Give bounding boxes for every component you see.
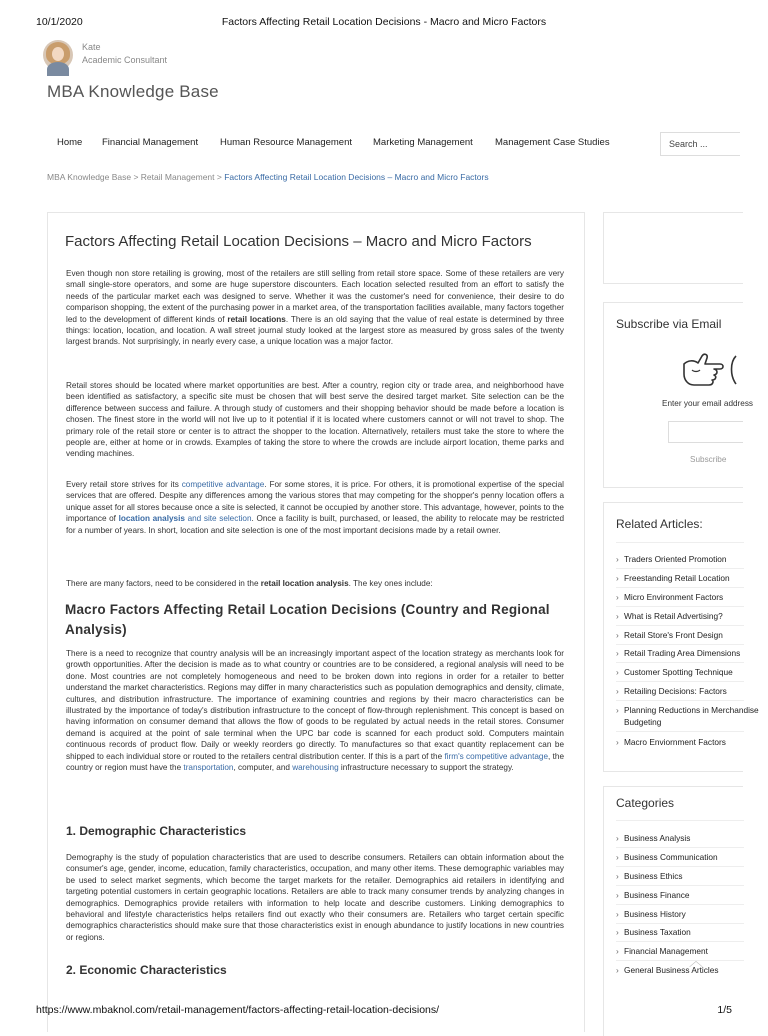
chevron-right-icon: › <box>616 554 619 564</box>
breadcrumb-sep: > <box>131 172 141 182</box>
author-name: Kate <box>82 42 101 52</box>
chevron-right-icon: › <box>616 705 619 715</box>
paragraph-key-factors: There are many factors, need to be considered in the retail location analysis. The key ones include: <box>66 579 433 588</box>
nav-item-management-case-studies[interactable]: Management Case Studies <box>495 137 610 148</box>
categories-title: Categories <box>616 796 675 810</box>
category-link[interactable]: › Business Ethics <box>616 871 683 881</box>
chevron-right-icon: › <box>616 833 619 843</box>
chevron-right-icon: › <box>616 648 619 658</box>
sidebar-blank-widget <box>603 212 743 284</box>
category-link[interactable]: › General Business Articles <box>616 965 719 975</box>
link-transportation[interactable]: transportation <box>183 763 234 773</box>
nav-item-human-resource-management[interactable]: Human Resource Management <box>220 137 353 148</box>
chevron-up-icon[interactable]: ︿ <box>689 953 703 969</box>
hand-pointing-icon <box>680 350 744 390</box>
print-url: https://www.mbaknol.com/retail-management/factors-affecting-retail-location-decisions/ <box>36 1004 440 1016</box>
category-link[interactable]: › Business Analysis <box>616 833 691 843</box>
chevron-right-icon: › <box>616 909 619 919</box>
paragraph-demographic: Demography is the study of population characteristics that are used to describe consumers. Retailers can obtain information about the consumer's age, gender, income, education, family characteristics, occupation, and many other items. These demographic variables may be used to select market segments, which become the target markets for the retailer. Demographics aid retailers in identifying and targeting potential customers in certain geographic locations. Retailers are able to track many consumer trends by analyzing changes in demographics. Demographics provide retailers with information to help locate and describe customers. Linking demographics to behavioral and lifestyle characteristics helps retailers find out exactly who their consumers are. Retailers who target certain specific demographics characteristics should make sure that those characteristics exist in enough abundance to justify locations in new countries or regions. <box>66 853 564 942</box>
related-article-link[interactable]: › Traders Oriented Promotion <box>616 554 727 564</box>
chevron-right-icon: › <box>616 737 619 747</box>
print-title: Factors Affecting Retail Location Decisions - Macro and Micro Factors <box>221 16 547 28</box>
breadcrumb-section[interactable]: Retail Management <box>140 172 215 182</box>
chevron-right-icon: › <box>616 573 619 583</box>
print-header <box>36 16 732 30</box>
chevron-right-icon: › <box>616 686 619 696</box>
related-article-link[interactable]: › What is Retail Advertising? <box>616 611 723 621</box>
chevron-right-icon: › <box>616 927 619 937</box>
category-link[interactable]: › Business Taxation <box>616 927 691 937</box>
related-article-link[interactable]: › Customer Spotting Technique <box>616 667 733 677</box>
email-field[interactable] <box>668 421 743 443</box>
nav-item-marketing-management[interactable]: Marketing Management <box>373 137 473 148</box>
breadcrumb-current: Factors Affecting Retail Location Decisions – Macro and Micro Factors <box>224 172 489 182</box>
paragraph-macro: There is a need to recognize that country analysis will be an increasingly important aspect of the location strategy as merchants look for growth opportunities. After the decision is made as to what country or countries are to be considered, a regional analysis will need to be done. Most countries are not completely homogeneous and need to be broken down into regions in order for a retailer to better understand the market characteristics. Regions may differ in many characteristics such as population demographics and density, climate, cultures, and distribution infrastructure. The importance of examining countries and regions by their macro characteristics can be illustrated by the importance of today's distribution infrastructure to the concept of flow-through replenishment. This concept is based on having information on consumer demand that allows the flow of goods to be regulated by actual needs in the retail stores. Consumer demand is acquired at the point of sale terminal when the UPC bar code is scanned for each product sold. Computers maintain continuous records of product flow. Daily or weekly reorders go directly. To manufactures so that exact quantity replacement can be shipped to each individual store or routed to the retailers central distribution center. If this is a part of the firm's competitive advantage, the country or region must have the transportation, computer, and warehousing infrastructure necessary to support the strategy. <box>66 649 564 773</box>
related-article-link-continued[interactable]: Budgeting <box>624 717 662 727</box>
email-label: Enter your email address <box>662 399 754 408</box>
chevron-right-icon: › <box>616 630 619 640</box>
breadcrumb <box>47 172 489 182</box>
chevron-right-icon: › <box>616 667 619 677</box>
site-title[interactable]: MBA Knowledge Base <box>47 82 219 101</box>
breadcrumb-home[interactable]: MBA Knowledge Base <box>47 172 132 182</box>
link-site-selection[interactable]: and site selection <box>184 514 252 524</box>
chevron-right-icon: › <box>616 965 619 975</box>
breadcrumb-sep: > <box>214 172 225 182</box>
heading-demographic: 1. Demographic Characteristics <box>66 824 247 838</box>
related-article-link[interactable]: › Retailing Decisions: Factors <box>616 686 727 696</box>
related-article-link[interactable]: › Micro Environment Factors <box>616 592 724 602</box>
paragraph-competitive-advantage: Every retail store strives for its competitive advantage. For some stores, it is price. For others, it is promotional expertise of the special services that are offered. Despite any differences among the various stores that may competing for the shopper's penny location offers a unique asset for all stores because once a site is selected, it cannot be occupied by another store. This advantage, however, points to the importance of location analysis and site selection. Once a facility is built, purchased, or leased, the ability to relocate may be restricted for a number of years. In short, location and site selection is one of the most important decisions made by a retail owner. <box>66 480 565 535</box>
author-role: Academic Consultant <box>82 55 168 65</box>
related-article-link[interactable]: › Retail Trading Area Dimensions <box>616 648 741 658</box>
chevron-right-icon: › <box>616 890 619 900</box>
category-link[interactable]: › Business History <box>616 909 686 919</box>
heading-macro-factors: Macro Factors Affecting Retail Location Decisions (Country and Regional Analysis) <box>65 602 550 637</box>
avatar <box>43 40 73 70</box>
nav-item-financial-management[interactable]: Financial Management <box>102 137 199 148</box>
chevron-right-icon: › <box>616 946 619 956</box>
link-competitive-advantage[interactable]: competitive advantage <box>181 480 265 489</box>
category-link[interactable]: › Business Finance <box>616 890 690 900</box>
related-articles-title: Related Articles: <box>616 517 703 531</box>
nav-item-home[interactable]: Home <box>57 137 83 148</box>
chevron-right-icon: › <box>616 852 619 862</box>
link-warehousing[interactable]: warehousing <box>292 763 339 773</box>
print-date: 10/1/2020 <box>36 16 83 28</box>
related-article-link[interactable]: › Macro Enviornment Factors <box>616 737 726 747</box>
article-title: Factors Affecting Retail Location Decisions – Macro and Micro Factors <box>65 233 532 250</box>
related-article-link[interactable]: › Retail Store's Front Design <box>616 630 723 640</box>
chevron-right-icon: › <box>616 592 619 602</box>
chevron-right-icon: › <box>616 611 619 621</box>
search-input[interactable]: Search ... <box>660 132 740 156</box>
print-page-number: 1/5 <box>717 1004 732 1016</box>
chevron-right-icon: › <box>616 871 619 881</box>
heading-economic: 2. Economic Characteristics <box>66 963 227 977</box>
category-link[interactable]: › Business Communication <box>616 852 718 862</box>
category-link[interactable]: › Financial Management <box>616 946 708 956</box>
subscribe-title: Subscribe via Email <box>616 317 722 331</box>
link-firms-competitive-advantage[interactable]: firm's competitive advantage <box>444 751 549 761</box>
paragraph-intro: Even though non store retailing is growing, most of the retailers are still selling from retail store space. Some of these retailers are very small single-store operators, and some are huge superstore discounters. Each location selected resulted from an effort to satisfy the needs of the particular market each was designed to serve. Whether it was the customer's need for convenience, their desire to do comparison shopping, the extent of the purchasing power in a market area, of the transportation facilities available, many factors together led to the development of different kinds of retail locations. There is an old saying that the value of real estate is determined by three things: location, location, and location. A wall street journal study looked at the largest store as measured by gross sales of the twenty largest brands. Not surprisingly, in nearly every case, a unique location was a major factor. <box>66 269 565 347</box>
subscribe-button[interactable]: Subscribe <box>690 455 727 464</box>
link-location-analysis[interactable]: location analysis <box>118 514 185 524</box>
related-article-link[interactable]: › Planning Reductions in Merchandise <box>616 705 759 715</box>
related-article-link[interactable]: › Freestanding Retail Location <box>616 573 730 583</box>
paragraph-site-selection: Retail stores should be located where market opportunities are best. After a country, region city or trade area, and neighborhood have been identified as satisfactory, a specific site must be chosen that will best serve the desired target market. Site selection can be the difference between success and failure. A through study of customers and their shopping behavior should be made before a location is chosen. The finest store in the world will not live up to it potential if it is located where customers cannot or will not travel to shop. The primary role of the retail store or center is to attract the shopper to the location. Alternatively, retailers must take the store to where the people are, either at home or in crowds. Examples of taking the store to where the crowds are include airport location, theme parks and vending machines. <box>66 381 564 459</box>
